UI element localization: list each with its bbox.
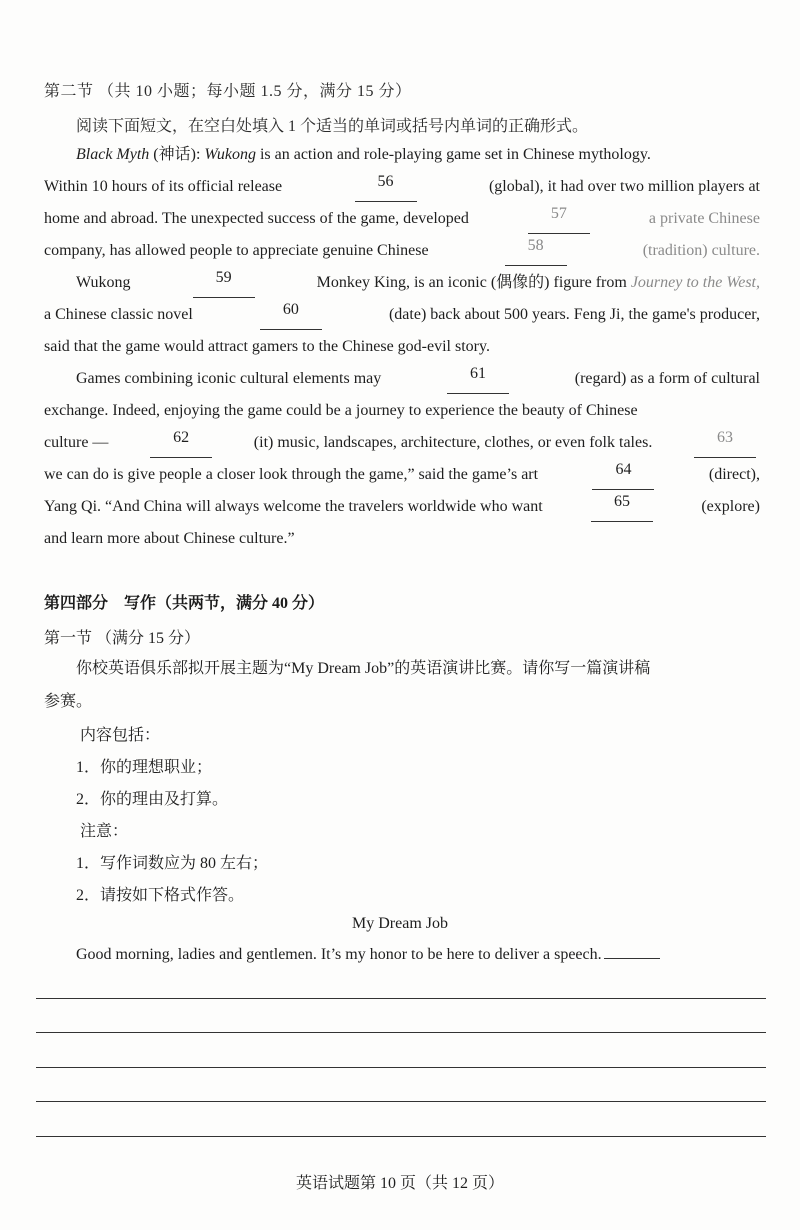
blank-61: 61 [447,364,509,394]
passage-line: we can do is give people a closer look through the game,” said the game’s art 64 (direct), [44,460,760,490]
blank-58: 58 [505,236,567,266]
passage-line: culture — 62 (it) music, landscapes, architecture, clothes, or even folk tales. 63 [44,428,760,458]
section-2-title: 第二节 （共 10 小题；每小题 1.5 分，满分 15 分） [44,83,412,100]
passage-line: Within 10 hours of its official release 56 (global), it had over two million players at [44,172,760,202]
passage-line: Wukong 59 Monkey King, is an iconic (偶像的) figure from Journey to the West, [44,268,760,298]
content-label: 内容包括： [80,727,161,744]
part-4-title: 第四部分 写作（共两节，满分 40 分） [44,595,325,612]
passage-line: and learn more about Chinese culture.” [44,530,295,547]
writing-line[interactable] [36,1101,766,1102]
blank-62: 62 [150,428,212,458]
writing-line[interactable] [36,1032,766,1033]
section-2-instruction: 阅读下面短文，在空白处填入 1 个适当的单词或括号内单词的正确形式。 [76,118,589,135]
page-footer: 英语试题第 10 页（共 12 页） [295,1175,504,1192]
novel-title: Journey to the West, [630,274,760,291]
writing-line[interactable] [36,998,766,999]
passage-line: a Chinese classic novel 60 (date) back about 500 years. Feng Ji, the game's producer, [44,300,760,330]
writing-line[interactable] [36,1136,766,1137]
writing-task-line-2: 参赛。 [44,693,93,710]
blank-60: 60 [260,300,322,330]
passage-line: Games combining iconic cultural elements may 61 (regard) as a form of cultural [44,364,760,394]
game-subtitle: Wukong [204,146,256,163]
note-label: 注意： [80,823,129,840]
content-item-1: 1．你的理想职业； [76,759,213,776]
writing-task-line-1: 你校英语俱乐部拟开展主题为“My Dream Job”的英语演讲比赛。请你写一篇演讲稿 [76,660,651,677]
passage-line: company, has allowed people to appreciate genuine Chinese 58 (tradition) culture. [44,236,760,266]
passage-line: exchange. Indeed, enjoying the game could be a journey to experience the beauty of Chinese [44,402,638,419]
passage-line: home and abroad. The unexpected success of the game, developed 57 a private Chinese [44,204,760,234]
blank-65: 65 [591,492,653,522]
passage-line: Yang Qi. “And China will always welcome the travelers worldwide who want 65 (explore) [44,492,760,522]
writing-line[interactable] [36,1067,766,1068]
part-4-section-1-title: 第一节 （满分 15 分） [44,630,201,647]
note-item-2: 2．请按如下格式作答。 [76,887,245,904]
game-name: Black Myth [76,146,150,163]
essay-title: My Dream Job [352,915,448,932]
blank-57: 57 [528,204,590,234]
blank-63: 63 [694,428,756,458]
content-item-2: 2．你的理由及打算。 [76,791,229,808]
writing-blank[interactable] [604,958,660,959]
passage-line: said that the game would attract gamers to the Chinese god-evil story. [44,338,490,355]
passage-line: Black Myth (神话): Wukong is an action and role-playing game set in Chinese mythology. [76,146,651,163]
blank-59: 59 [193,268,255,298]
note-item-1: 1．写作词数应为 80 左右； [76,855,269,872]
blank-56: 56 [355,172,417,202]
essay-opening: Good morning, ladies and gentlemen. It’s my honor to be here to deliver a speech. [76,946,660,964]
blank-64: 64 [592,460,654,490]
